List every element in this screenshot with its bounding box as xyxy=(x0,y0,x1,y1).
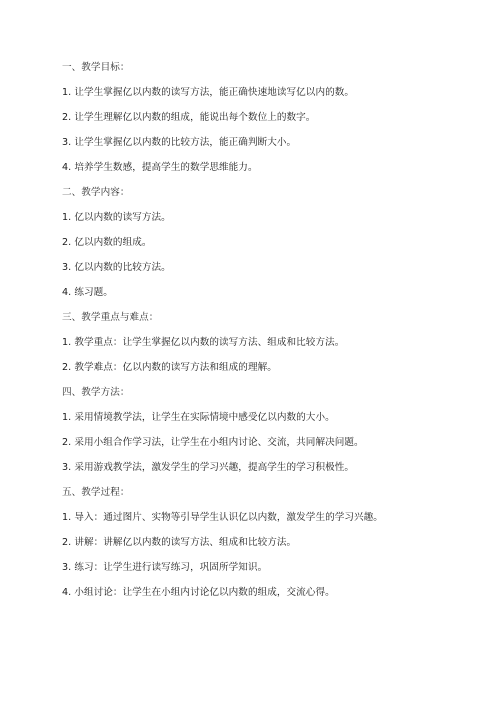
list-item: 1. 亿以内数的读写方法。 xyxy=(62,212,171,223)
list-item: 2. 讲解：讲解亿以内数的读写方法、组成和比较方法。 xyxy=(62,537,297,548)
list-item: 2. 亿以内数的组成。 xyxy=(62,237,152,248)
section-heading: 五、教学过程： xyxy=(62,487,130,498)
document-page xyxy=(62,62,482,612)
list-item: 4. 培养学生数感，提高学生的数学思维能力。 xyxy=(62,162,258,173)
list-item: 2. 教学难点：亿以内数的读写方法和组成的理解。 xyxy=(62,362,277,373)
list-item: 3. 亿以内数的比较方法。 xyxy=(62,262,171,273)
list-item: 3. 采用游戏教学法，激发学生的学习兴趣，提高学生的学习积极性。 xyxy=(62,462,355,473)
list-item: 1. 采用情境教学法，让学生在实际情境中感受亿以内数的大小。 xyxy=(62,412,335,423)
list-item: 1. 教学重点：让学生掌握亿以内数的读写方法、组成和比较方法。 xyxy=(62,337,345,348)
list-item: 3. 练习：让学生进行读写练习，巩固所学知识。 xyxy=(62,562,268,573)
section-heading: 四、教学方法： xyxy=(62,387,130,398)
list-item: 4. 小组讨论：让学生在小组内讨论亿以内数的组成，交流心得。 xyxy=(62,587,335,598)
section-heading: 三、教学重点与难点： xyxy=(62,312,159,323)
section-heading: 二、教学内容： xyxy=(62,187,130,198)
list-item: 1. 导入：通过图片、实物等引导学生认识亿以内数，激发学生的学习兴趣。 xyxy=(62,512,383,523)
list-item: 3. 让学生掌握亿以内数的比较方法，能正确判断大小。 xyxy=(62,137,297,148)
list-item: 2. 让学生理解亿以内数的组成，能说出每个数位上的数字。 xyxy=(62,112,316,123)
list-item: 2. 采用小组合作学习法，让学生在小组内讨论、交流，共同解决问题。 xyxy=(62,437,364,448)
list-item: 1. 让学生掌握亿以内数的读写方法，能正确快速地读写亿以内的数。 xyxy=(62,87,355,98)
section-heading: 一、教学目标： xyxy=(62,62,130,73)
list-item: 4. 练习题。 xyxy=(62,287,113,298)
